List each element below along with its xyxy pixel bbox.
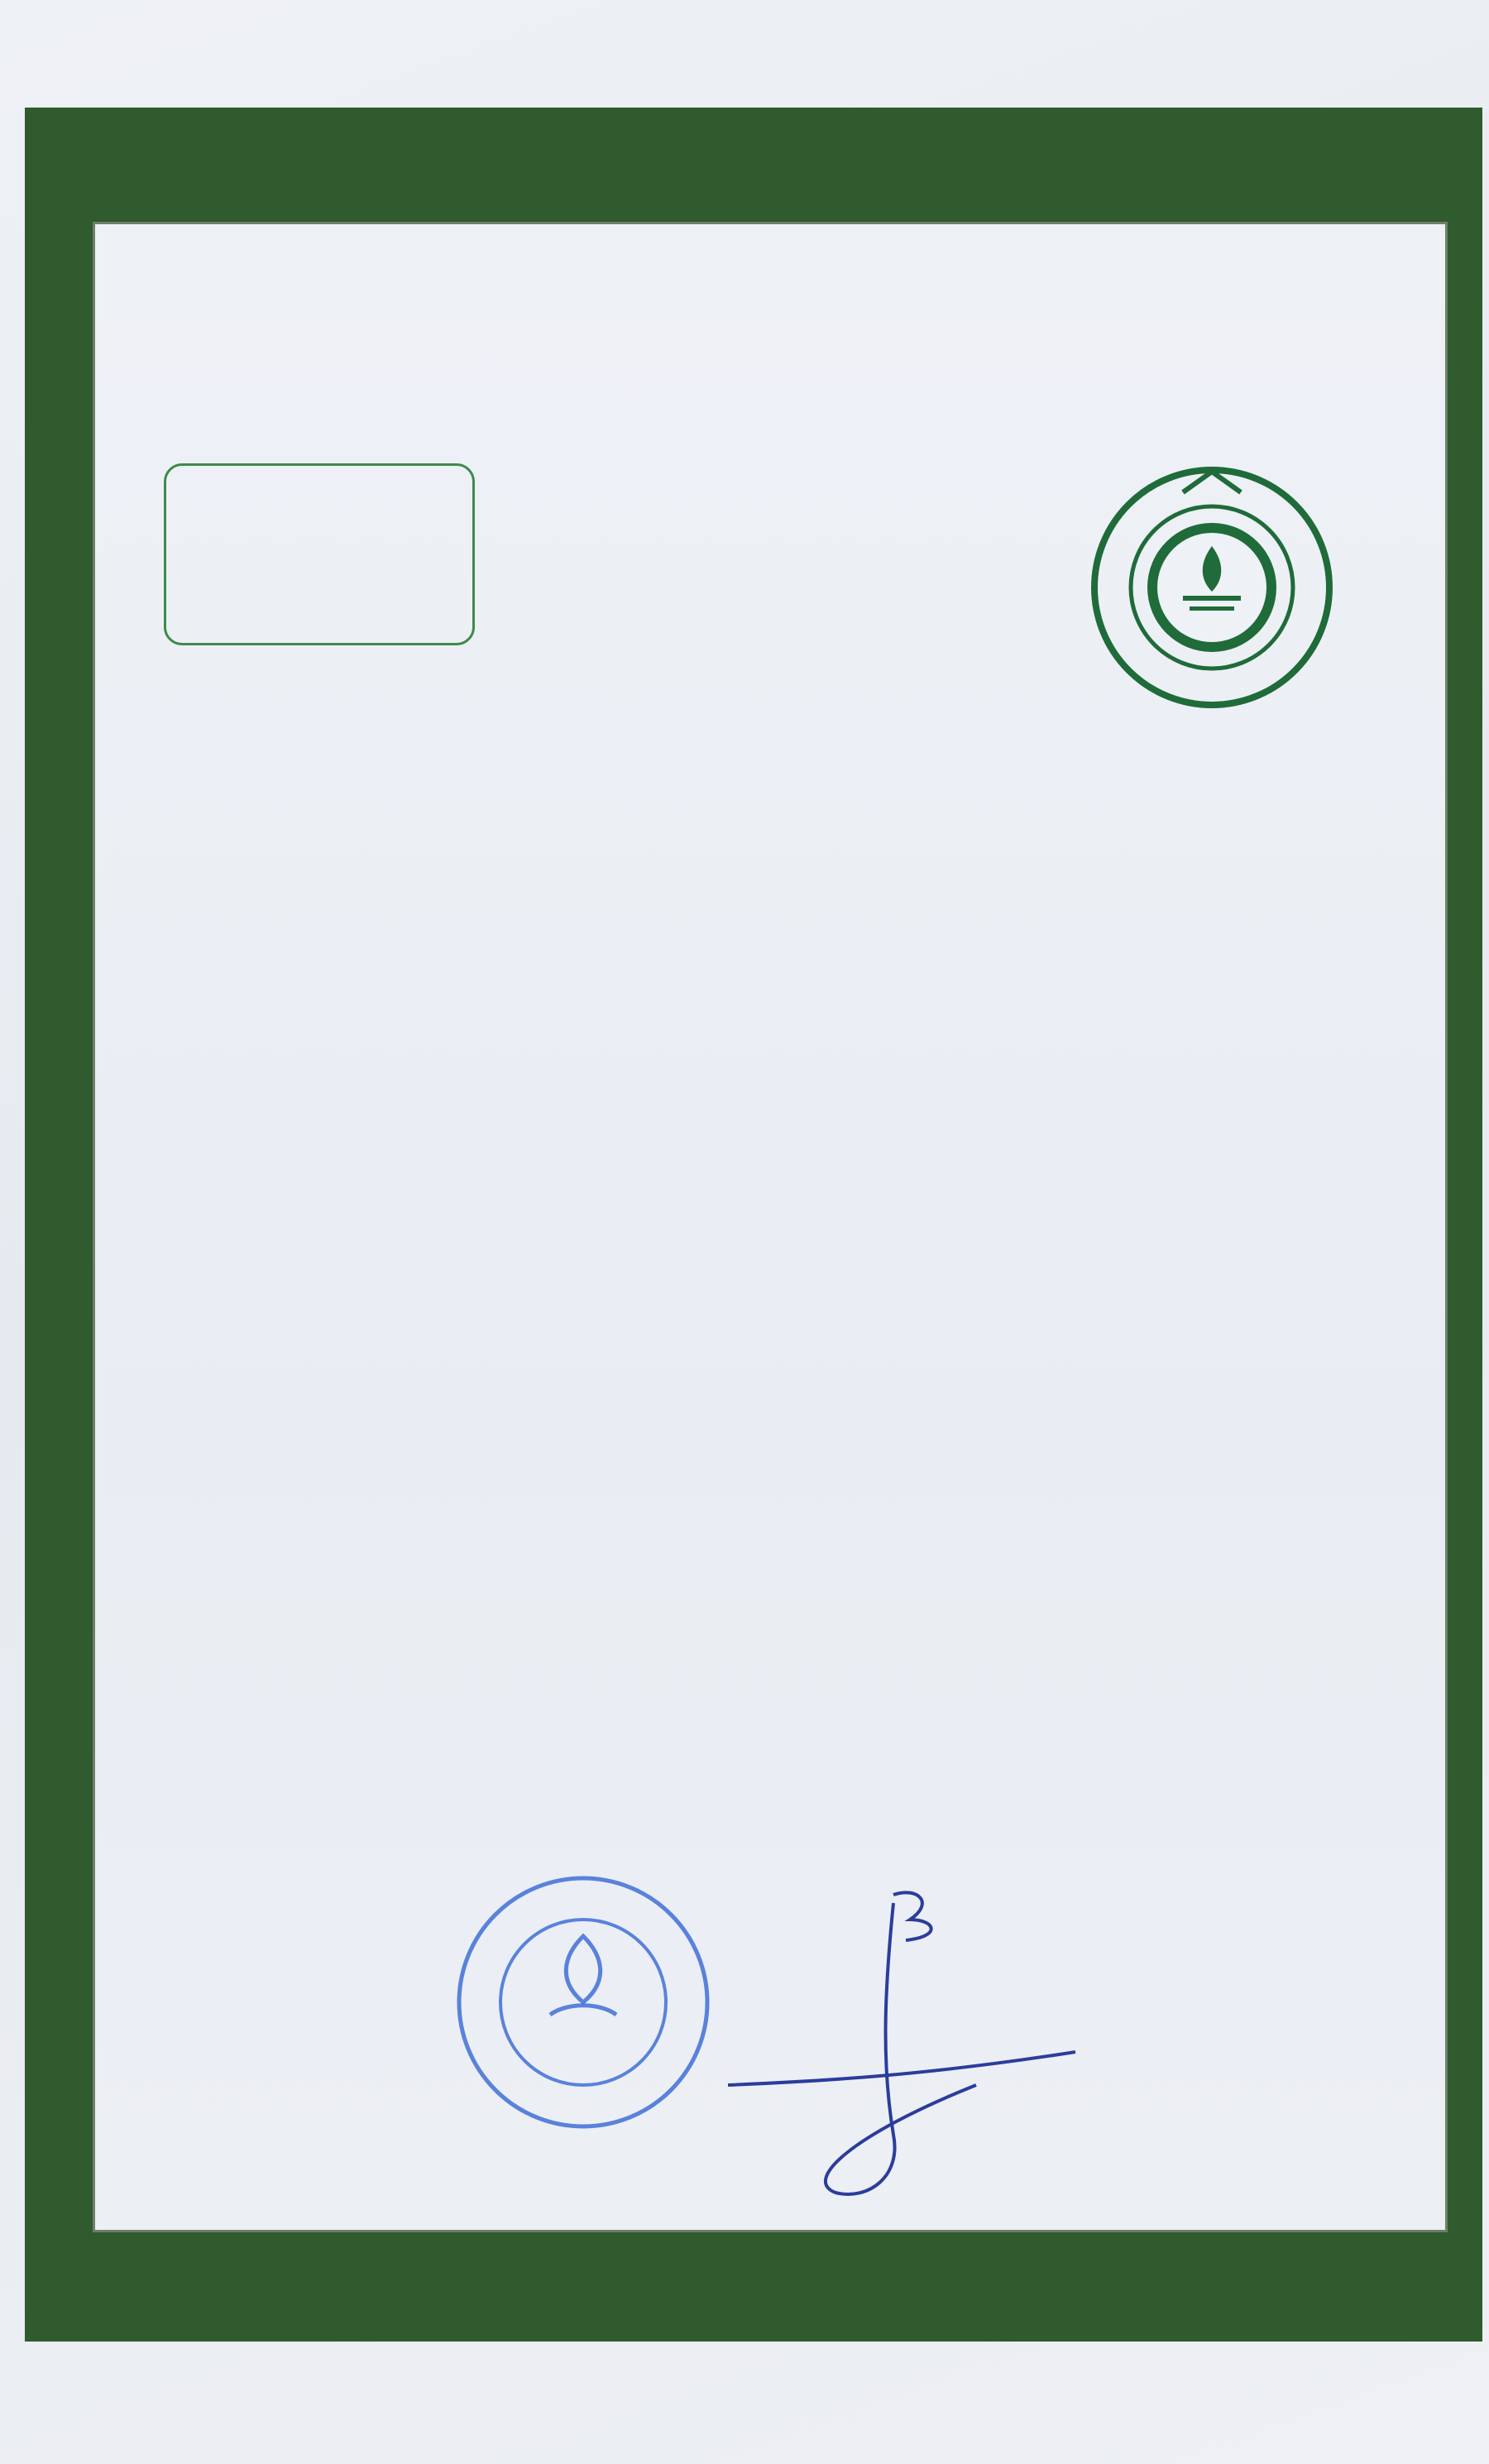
ornament-border-top	[25, 108, 1482, 223]
ornament-border-icon	[25, 108, 1482, 223]
signature-icon	[728, 1886, 1092, 2217]
stamp-icon	[434, 1858, 732, 2139]
reference-box	[164, 463, 475, 645]
emblem-icon	[1084, 459, 1340, 716]
